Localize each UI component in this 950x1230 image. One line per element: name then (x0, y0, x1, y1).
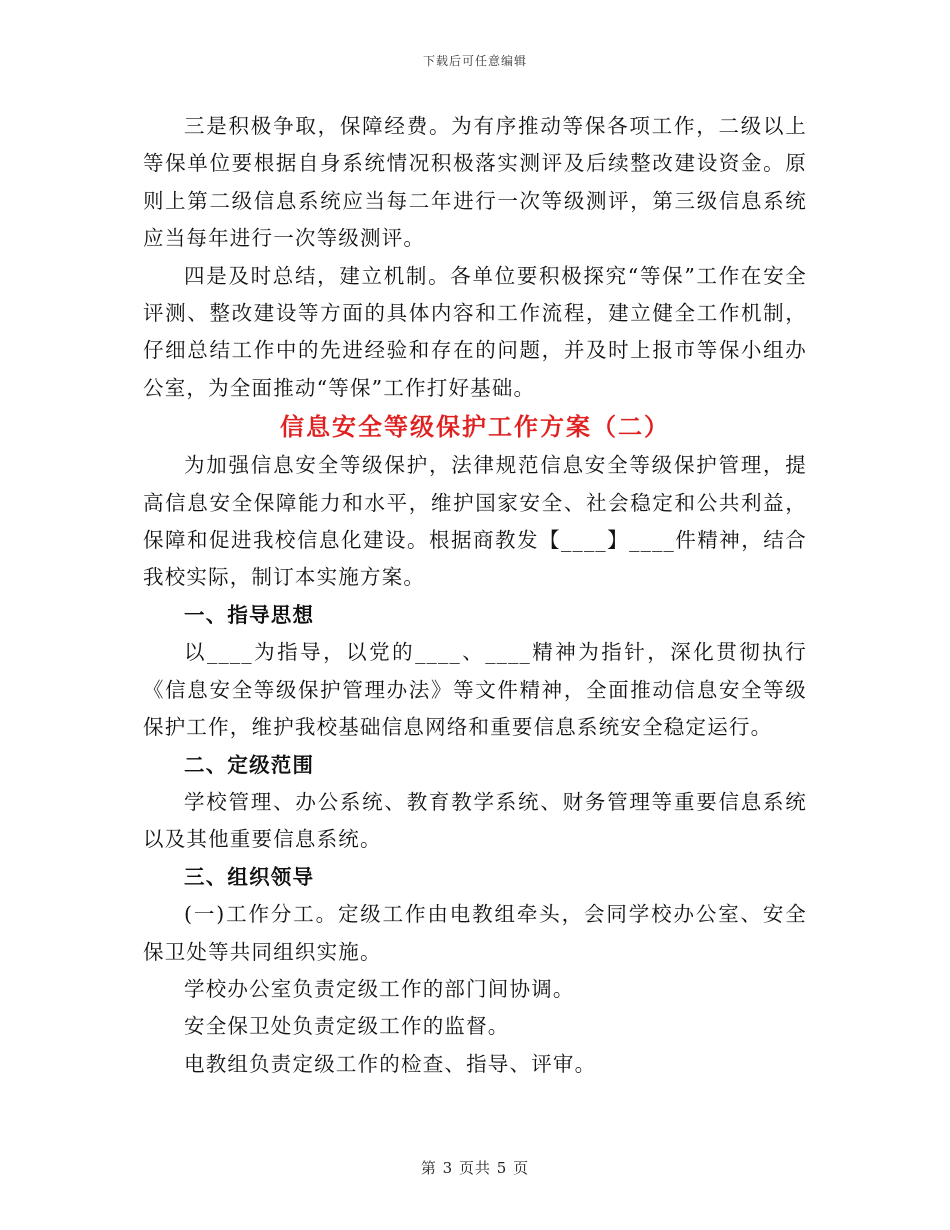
section-heading-guiding-ideology: 一、指导思想 (184, 602, 315, 627)
paragraph-security-duty: 安全保卫处负责定级工作的监督。 (184, 1014, 510, 1039)
page-footer: 第 3 页共 5 页 (420, 1159, 530, 1177)
section-heading-scope: 二、定级范围 (184, 752, 315, 777)
paragraph-scope: 学校管理、办公系统、教育教学系统、财务管理等重要信息系统以及其他重要信息系统。 (143, 789, 807, 852)
page-header: 下载后可任意编辑 (422, 54, 527, 68)
document-body (143, 108, 807, 1083)
paragraph-av-group-duty: 电教组负责定级工作的检查、指导、评审。 (184, 1051, 597, 1076)
paragraph-intro: 为加强信息安全等级保护，法律规范信息安全等级保护管理，提高信息安全保障能力和水平，维护国家安全、社会稳定和公共利益，保障和促进我校信息化建设。根据商教发【____】____件精神，结合我校实际，制订本实施方案。 (143, 453, 807, 590)
paragraph-division-of-work: (一)工作分工。定级工作由电教组牵头，会同学校办公室、安全保卫处等共同组织实施。 (143, 902, 807, 964)
paragraph-office-duty: 学校办公室负责定级工作的部门间协调。 (184, 976, 575, 1001)
paragraph-summary: 四是及时总结，建立机制。各单位要积极探究“等保”工作在安全评测、整改建设等方面的具体内容和工作流程，建立健全工作机制，仔细总结工作中的先进经验和存在的问题，并及时上报市等保小组办公室，为全面推动“等保”工作打好基础。 (143, 263, 807, 400)
paragraph-funding: 三是积极争取，保障经费。为有序推动等保各项工作，二级以上等保单位要根据自身系统情况积极落实测评及后续整改建设资金。原则上第二级信息系统应当每二年进行一次等级测评，第三级信息系统应当每年进行一次等级测评。 (143, 114, 807, 251)
section-heading-leadership: 三、组织领导 (184, 864, 315, 889)
paragraph-guiding-ideology: 以____为指导，以党的____、____精神为指针，深化贯彻执行《信息安全等级保护管理办法》等文件精神，全面推动信息安全等级保护工作，维护我校基础信息网络和重要信息系统安全稳定运行。 (143, 640, 807, 740)
document-title: 信息安全等级保护工作方案（二） (280, 412, 670, 442)
